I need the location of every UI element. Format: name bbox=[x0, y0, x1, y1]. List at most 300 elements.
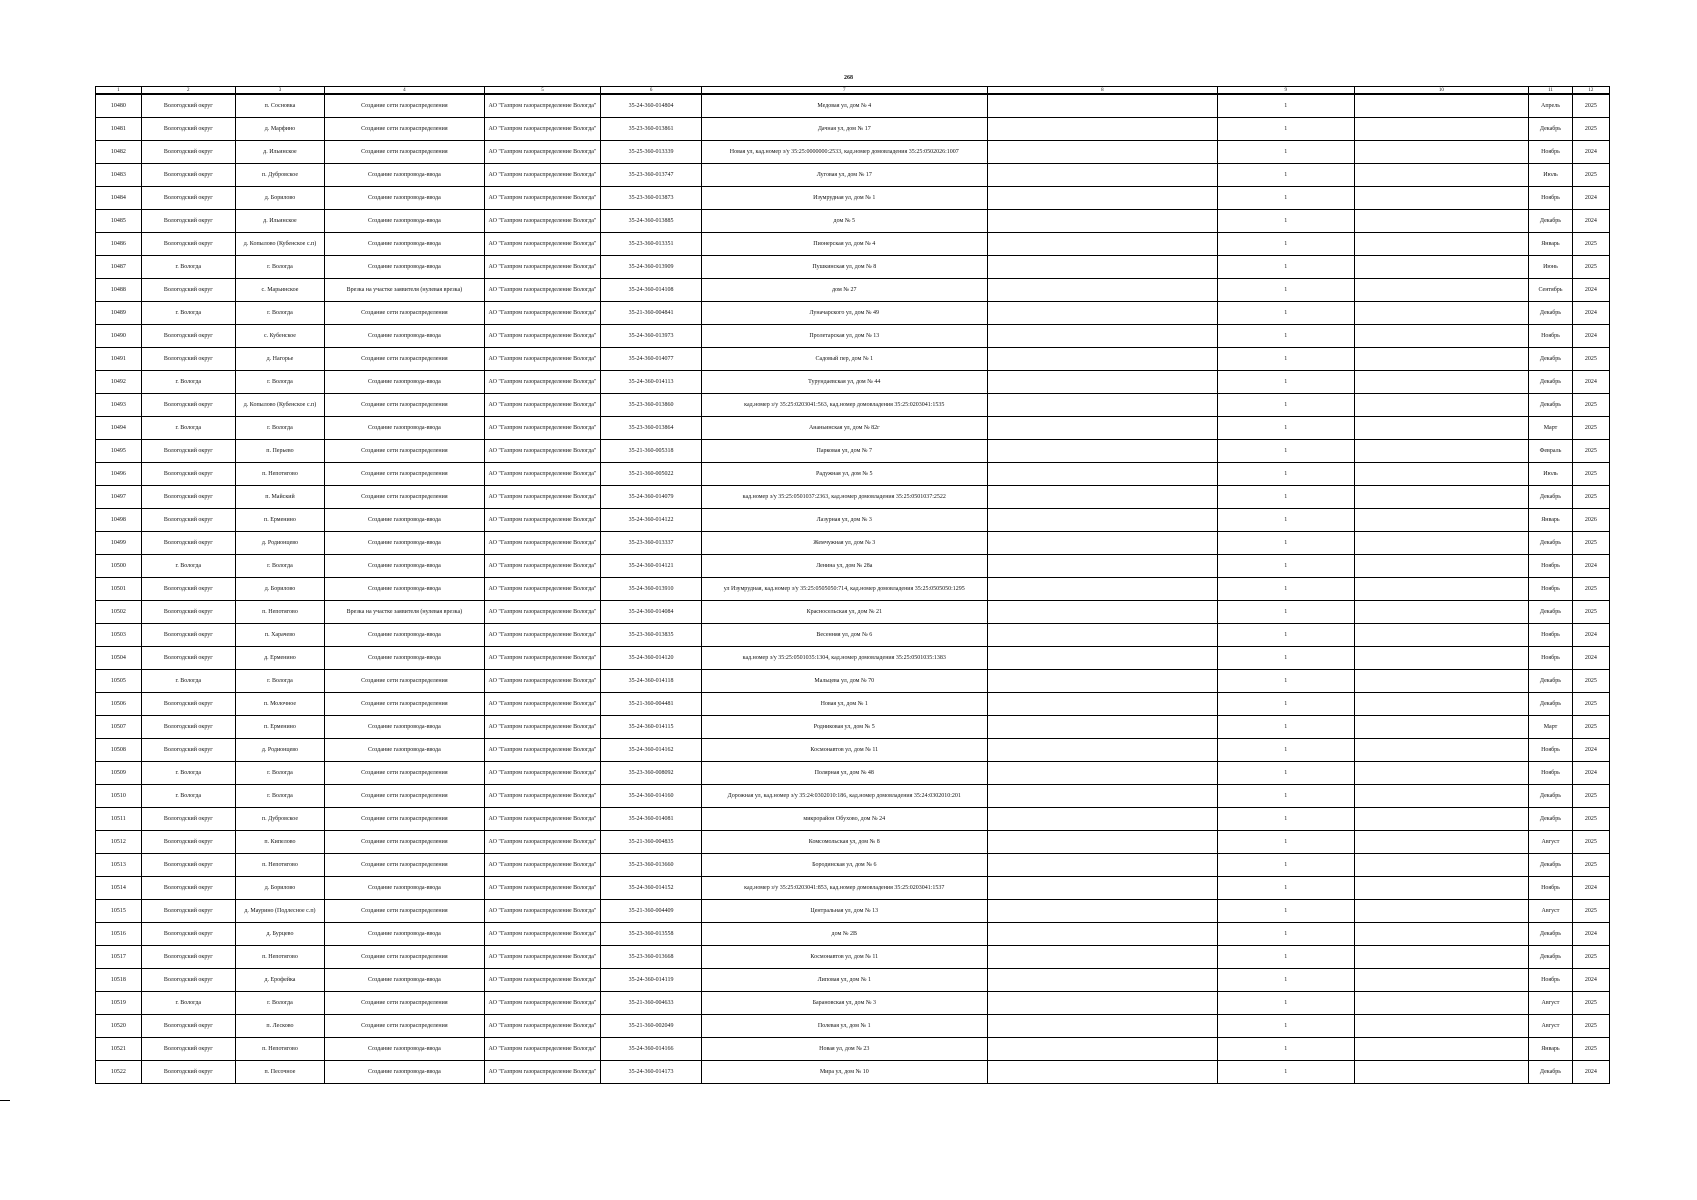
code-cell: 35-21-360-004409 bbox=[601, 900, 701, 923]
month-cell: Ноябрь bbox=[1529, 555, 1573, 578]
column-number-9: 9 bbox=[1218, 87, 1354, 95]
row-number-cell: 10487 bbox=[96, 256, 142, 279]
column-10-cell bbox=[1354, 325, 1529, 348]
column-8-cell bbox=[987, 325, 1217, 348]
count-cell: 1 bbox=[1218, 900, 1354, 923]
address-cell: Красносельская ул, дом № 21 bbox=[701, 601, 987, 624]
work-type-cell: Создание газопровода-ввода bbox=[325, 1038, 484, 1061]
organization-cell: АО "Газпром газораспределение Вологда" bbox=[484, 325, 601, 348]
locality-cell: д. Родионцево bbox=[235, 739, 325, 762]
row-number-cell: 10520 bbox=[96, 1015, 142, 1038]
row-number-cell: 10507 bbox=[96, 716, 142, 739]
address-cell: кад.номер з/у 35:25:0501035:1304, кад.номер домовладения 35:25:0501035:1383 bbox=[701, 647, 987, 670]
row-number-cell: 10489 bbox=[96, 302, 142, 325]
locality-cell: д. Родионцево bbox=[235, 532, 325, 555]
column-10-cell bbox=[1354, 210, 1529, 233]
column-number-6: 6 bbox=[601, 87, 701, 95]
column-10-cell bbox=[1354, 440, 1529, 463]
organization-cell: АО "Газпром газораспределение Вологда" bbox=[484, 578, 601, 601]
table-row bbox=[96, 785, 1610, 808]
locality-cell: г. Вологда bbox=[235, 670, 325, 693]
month-cell: Июнь bbox=[1529, 256, 1573, 279]
row-number-cell: 10504 bbox=[96, 647, 142, 670]
column-8-cell bbox=[987, 463, 1217, 486]
column-number-5: 5 bbox=[484, 87, 601, 95]
column-8-cell bbox=[987, 900, 1217, 923]
month-cell: Декабрь bbox=[1529, 532, 1573, 555]
district-cell: Вологодский округ bbox=[141, 854, 235, 877]
column-8-cell bbox=[987, 210, 1217, 233]
locality-cell: п. Ерменино bbox=[235, 716, 325, 739]
year-cell: 2025 bbox=[1572, 348, 1609, 371]
table-row bbox=[96, 440, 1610, 463]
count-cell: 1 bbox=[1218, 118, 1354, 141]
column-8-cell bbox=[987, 762, 1217, 785]
column-10-cell bbox=[1354, 118, 1529, 141]
locality-cell: д. Ерменино bbox=[235, 647, 325, 670]
table-row bbox=[96, 417, 1610, 440]
table-row bbox=[96, 601, 1610, 624]
month-cell: Ноябрь bbox=[1529, 969, 1573, 992]
month-cell: Декабрь bbox=[1529, 808, 1573, 831]
column-10-cell bbox=[1354, 302, 1529, 325]
organization-cell: АО "Газпром газораспределение Вологда" bbox=[484, 118, 601, 141]
district-cell: г. Вологда bbox=[141, 670, 235, 693]
district-cell: Вологодский округ bbox=[141, 601, 235, 624]
address-cell: кад.номер з/у 35:25:0203041:563, кад.номер домовладения 35:25:0203041:1535 bbox=[701, 394, 987, 417]
district-cell: г. Вологда bbox=[141, 555, 235, 578]
count-cell: 1 bbox=[1218, 302, 1354, 325]
row-number-cell: 10505 bbox=[96, 670, 142, 693]
table-row bbox=[96, 578, 1610, 601]
organization-cell: АО "Газпром газораспределение Вологда" bbox=[484, 808, 601, 831]
address-cell: кад.номер з/у 35:25:0203041:853, кад.номер домовладения 35:25:0203041:1537 bbox=[701, 877, 987, 900]
work-type-cell: Создание газопровода-ввода bbox=[325, 647, 484, 670]
table-row bbox=[96, 1015, 1610, 1038]
column-10-cell bbox=[1354, 831, 1529, 854]
organization-cell: АО "Газпром газораспределение Вологда" bbox=[484, 992, 601, 1015]
year-cell: 2025 bbox=[1572, 532, 1609, 555]
column-10-cell bbox=[1354, 532, 1529, 555]
address-cell: микрорайон Обухово, дом № 24 bbox=[701, 808, 987, 831]
count-cell: 1 bbox=[1218, 394, 1354, 417]
table-row bbox=[96, 532, 1610, 555]
work-type-cell: Создание сети газораспределения bbox=[325, 831, 484, 854]
code-cell: 35-21-360-004481 bbox=[601, 693, 701, 716]
organization-cell: АО "Газпром газораспределение Вологда" bbox=[484, 509, 601, 532]
month-cell: Декабрь bbox=[1529, 854, 1573, 877]
code-cell: 35-23-360-013558 bbox=[601, 923, 701, 946]
code-cell: 35-24-360-014152 bbox=[601, 877, 701, 900]
code-cell: 35-24-360-014120 bbox=[601, 647, 701, 670]
column-10-cell bbox=[1354, 348, 1529, 371]
year-cell: 2025 bbox=[1572, 94, 1609, 118]
column-number-12: 12 bbox=[1572, 87, 1609, 95]
work-type-cell: Создание сети газораспределения bbox=[325, 440, 484, 463]
locality-cell: г. Вологда bbox=[235, 302, 325, 325]
locality-cell: г. Вологда bbox=[235, 992, 325, 1015]
month-cell: Декабрь bbox=[1529, 394, 1573, 417]
code-cell: 35-23-360-013835 bbox=[601, 624, 701, 647]
year-cell: 2025 bbox=[1572, 992, 1609, 1015]
count-cell: 1 bbox=[1218, 256, 1354, 279]
count-cell: 1 bbox=[1218, 601, 1354, 624]
column-number-1: 1 bbox=[96, 87, 142, 95]
address-cell: Жемчужная ул, дом № 3 bbox=[701, 532, 987, 555]
column-10-cell bbox=[1354, 1061, 1529, 1084]
table-row bbox=[96, 348, 1610, 371]
locality-cell: г. Вологда bbox=[235, 256, 325, 279]
code-cell: 35-24-360-014166 bbox=[601, 1038, 701, 1061]
count-cell: 1 bbox=[1218, 486, 1354, 509]
code-cell: 35-21-360-004633 bbox=[601, 992, 701, 1015]
code-cell: 35-24-360-014173 bbox=[601, 1061, 701, 1084]
table-row bbox=[96, 555, 1610, 578]
month-cell: Апрель bbox=[1529, 94, 1573, 118]
work-type-cell: Создание сети газораспределения bbox=[325, 693, 484, 716]
count-cell: 1 bbox=[1218, 946, 1354, 969]
address-cell: Луговая ул, дом № 17 bbox=[701, 164, 987, 187]
work-type-cell: Создание сети газораспределения bbox=[325, 854, 484, 877]
locality-cell: п. Непотягово bbox=[235, 1038, 325, 1061]
row-number-cell: 10486 bbox=[96, 233, 142, 256]
locality-cell: п. Перьево bbox=[235, 440, 325, 463]
month-cell: Ноябрь bbox=[1529, 578, 1573, 601]
column-8-cell bbox=[987, 371, 1217, 394]
year-cell: 2025 bbox=[1572, 854, 1609, 877]
organization-cell: АО "Газпром газораспределение Вологда" bbox=[484, 877, 601, 900]
district-cell: Вологодский округ bbox=[141, 210, 235, 233]
table-row bbox=[96, 371, 1610, 394]
district-cell: Вологодский округ bbox=[141, 739, 235, 762]
organization-cell: АО "Газпром газораспределение Вологда" bbox=[484, 854, 601, 877]
year-cell: 2025 bbox=[1572, 486, 1609, 509]
column-10-cell bbox=[1354, 670, 1529, 693]
count-cell: 1 bbox=[1218, 371, 1354, 394]
district-cell: г. Вологда bbox=[141, 371, 235, 394]
column-8-cell bbox=[987, 394, 1217, 417]
column-number-3: 3 bbox=[235, 87, 325, 95]
column-10-cell bbox=[1354, 762, 1529, 785]
column-8-cell bbox=[987, 716, 1217, 739]
month-cell: Декабрь bbox=[1529, 923, 1573, 946]
table-row bbox=[96, 900, 1610, 923]
code-cell: 35-21-360-004835 bbox=[601, 831, 701, 854]
year-cell: 2025 bbox=[1572, 118, 1609, 141]
work-type-cell: Создание сети газораспределения bbox=[325, 394, 484, 417]
year-cell: 2025 bbox=[1572, 256, 1609, 279]
year-cell: 2024 bbox=[1572, 371, 1609, 394]
table-row bbox=[96, 969, 1610, 992]
organization-cell: АО "Газпром газораспределение Вологда" bbox=[484, 532, 601, 555]
column-10-cell bbox=[1354, 900, 1529, 923]
month-cell: Декабрь bbox=[1529, 371, 1573, 394]
code-cell: 35-23-360-013873 bbox=[601, 187, 701, 210]
code-cell: 35-24-360-014121 bbox=[601, 555, 701, 578]
locality-cell: д. Ильинское bbox=[235, 210, 325, 233]
count-cell: 1 bbox=[1218, 509, 1354, 532]
address-cell: Бородинская ул, дом № 6 bbox=[701, 854, 987, 877]
address-cell: кад.номер з/у 35:25:0501037:2363, кад.номер домовладения 35:25:0501037:2522 bbox=[701, 486, 987, 509]
column-10-cell bbox=[1354, 486, 1529, 509]
column-8-cell bbox=[987, 831, 1217, 854]
work-type-cell: Создание сети газораспределения bbox=[325, 670, 484, 693]
column-8-cell bbox=[987, 969, 1217, 992]
table-row bbox=[96, 210, 1610, 233]
row-number-cell: 10480 bbox=[96, 94, 142, 118]
work-type-cell: Создание газопровода-ввода bbox=[325, 532, 484, 555]
address-cell: Новая ул, дом № 1 bbox=[701, 693, 987, 716]
month-cell: Август bbox=[1529, 831, 1573, 854]
table-row bbox=[96, 647, 1610, 670]
code-cell: 35-24-360-014119 bbox=[601, 969, 701, 992]
column-8-cell bbox=[987, 302, 1217, 325]
column-8-cell bbox=[987, 256, 1217, 279]
locality-cell: п. Непотягово bbox=[235, 946, 325, 969]
table-row bbox=[96, 670, 1610, 693]
column-number-4: 4 bbox=[325, 87, 484, 95]
organization-cell: АО "Газпром газораспределение Вологда" bbox=[484, 647, 601, 670]
district-cell: г. Вологда bbox=[141, 256, 235, 279]
district-cell: Вологодский округ bbox=[141, 486, 235, 509]
month-cell: Январь bbox=[1529, 233, 1573, 256]
address-cell: Дачная ул, дом № 17 bbox=[701, 118, 987, 141]
month-cell: Ноябрь bbox=[1529, 739, 1573, 762]
code-cell: 35-24-360-013973 bbox=[601, 325, 701, 348]
locality-cell: г. Вологда bbox=[235, 555, 325, 578]
address-cell: Изумрудная ул, дом № 1 bbox=[701, 187, 987, 210]
table-row bbox=[96, 808, 1610, 831]
table-row bbox=[96, 486, 1610, 509]
code-cell: 35-24-360-014162 bbox=[601, 739, 701, 762]
month-cell: Февраль bbox=[1529, 440, 1573, 463]
district-cell: Вологодский округ bbox=[141, 187, 235, 210]
locality-cell: д. Борилово bbox=[235, 578, 325, 601]
table-row bbox=[96, 992, 1610, 1015]
work-type-cell: Создание сети газораспределения bbox=[325, 118, 484, 141]
table-row bbox=[96, 233, 1610, 256]
column-8-cell bbox=[987, 1015, 1217, 1038]
work-type-cell: Создание газопровода-ввода bbox=[325, 578, 484, 601]
year-cell: 2024 bbox=[1572, 302, 1609, 325]
column-8-cell bbox=[987, 348, 1217, 371]
column-10-cell bbox=[1354, 601, 1529, 624]
year-cell: 2025 bbox=[1572, 440, 1609, 463]
count-cell: 1 bbox=[1218, 233, 1354, 256]
column-number-7: 7 bbox=[701, 87, 987, 95]
count-cell: 1 bbox=[1218, 532, 1354, 555]
locality-cell: п. Майский bbox=[235, 486, 325, 509]
locality-cell: п. Ерменино bbox=[235, 509, 325, 532]
organization-cell: АО "Газпром газораспределение Вологда" bbox=[484, 946, 601, 969]
organization-cell: АО "Газпром газораспределение Вологда" bbox=[484, 693, 601, 716]
count-cell: 1 bbox=[1218, 141, 1354, 164]
column-10-cell bbox=[1354, 1015, 1529, 1038]
month-cell: Декабрь bbox=[1529, 601, 1573, 624]
year-cell: 2025 bbox=[1572, 578, 1609, 601]
work-type-cell: Создание газопровода-ввода bbox=[325, 509, 484, 532]
column-number-8: 8 bbox=[987, 87, 1217, 95]
address-cell: ул Изумрудная, кад.номер з/у 35:25:0505050:714, кад.номер домовладения 35:25:0505050:1295 bbox=[701, 578, 987, 601]
year-cell: 2025 bbox=[1572, 463, 1609, 486]
district-cell: Вологодский округ bbox=[141, 440, 235, 463]
count-cell: 1 bbox=[1218, 187, 1354, 210]
code-cell: 35-24-360-014804 bbox=[601, 94, 701, 118]
work-type-cell: Создание сети газораспределения bbox=[325, 463, 484, 486]
table-row bbox=[96, 164, 1610, 187]
locality-cell: г. Вологда bbox=[235, 371, 325, 394]
column-10-cell bbox=[1354, 785, 1529, 808]
district-cell: Вологодский округ bbox=[141, 325, 235, 348]
column-8-cell bbox=[987, 164, 1217, 187]
work-type-cell: Создание газопровода-ввода bbox=[325, 325, 484, 348]
locality-cell: п. Лесково bbox=[235, 1015, 325, 1038]
count-cell: 1 bbox=[1218, 808, 1354, 831]
year-cell: 2024 bbox=[1572, 624, 1609, 647]
column-10-cell bbox=[1354, 578, 1529, 601]
row-number-cell: 10517 bbox=[96, 946, 142, 969]
month-cell: Январь bbox=[1529, 509, 1573, 532]
district-cell: Вологодский округ bbox=[141, 808, 235, 831]
year-cell: 2024 bbox=[1572, 923, 1609, 946]
column-8-cell bbox=[987, 1061, 1217, 1084]
locality-cell: д. Ерофейка bbox=[235, 969, 325, 992]
address-cell: Космонавтов ул, дом № 11 bbox=[701, 946, 987, 969]
row-number-cell: 10521 bbox=[96, 1038, 142, 1061]
row-number-cell: 10510 bbox=[96, 785, 142, 808]
column-10-cell bbox=[1354, 693, 1529, 716]
organization-cell: АО "Газпром газораспределение Вологда" bbox=[484, 716, 601, 739]
count-cell: 1 bbox=[1218, 624, 1354, 647]
year-cell: 2025 bbox=[1572, 670, 1609, 693]
count-cell: 1 bbox=[1218, 969, 1354, 992]
table-row bbox=[96, 1038, 1610, 1061]
code-cell: 35-23-360-013864 bbox=[601, 417, 701, 440]
code-cell: 35-24-360-014122 bbox=[601, 509, 701, 532]
month-cell: Январь bbox=[1529, 1038, 1573, 1061]
district-cell: Вологодский округ bbox=[141, 279, 235, 302]
code-cell: 35-24-360-014108 bbox=[601, 279, 701, 302]
organization-cell: АО "Газпром газораспределение Вологда" bbox=[484, 1015, 601, 1038]
row-number-cell: 10499 bbox=[96, 532, 142, 555]
work-type-cell: Создание сети газораспределения bbox=[325, 992, 484, 1015]
column-10-cell bbox=[1354, 808, 1529, 831]
year-cell: 2025 bbox=[1572, 900, 1609, 923]
year-cell: 2024 bbox=[1572, 1061, 1609, 1084]
column-10-cell bbox=[1354, 716, 1529, 739]
column-10-cell bbox=[1354, 555, 1529, 578]
work-type-cell: Врезка на участке заявителя (нулевая врезка) bbox=[325, 279, 484, 302]
address-cell: Полевая ул, дом № 1 bbox=[701, 1015, 987, 1038]
organization-cell: АО "Газпром газораспределение Вологда" bbox=[484, 900, 601, 923]
work-type-cell: Создание газопровода-ввода bbox=[325, 624, 484, 647]
column-8-cell bbox=[987, 670, 1217, 693]
organization-cell: АО "Газпром газораспределение Вологда" bbox=[484, 1061, 601, 1084]
count-cell: 1 bbox=[1218, 325, 1354, 348]
table-row bbox=[96, 854, 1610, 877]
locality-cell: д. Борилово bbox=[235, 877, 325, 900]
organization-cell: АО "Газпром газораспределение Вологда" bbox=[484, 831, 601, 854]
year-cell: 2024 bbox=[1572, 762, 1609, 785]
table-row bbox=[96, 256, 1610, 279]
district-cell: Вологодский округ bbox=[141, 532, 235, 555]
district-cell: Вологодский округ bbox=[141, 578, 235, 601]
district-cell: Вологодский округ bbox=[141, 693, 235, 716]
district-cell: Вологодский округ bbox=[141, 647, 235, 670]
count-cell: 1 bbox=[1218, 762, 1354, 785]
count-cell: 1 bbox=[1218, 693, 1354, 716]
table-row bbox=[96, 94, 1610, 118]
work-type-cell: Создание сети газораспределения bbox=[325, 785, 484, 808]
address-cell: Медовая ул, дом № 4 bbox=[701, 94, 987, 118]
column-8-cell bbox=[987, 555, 1217, 578]
table-body bbox=[96, 94, 1610, 1084]
month-cell: Декабрь bbox=[1529, 486, 1573, 509]
count-cell: 1 bbox=[1218, 877, 1354, 900]
address-cell: Космонавтов ул, дом № 11 bbox=[701, 739, 987, 762]
code-cell: 35-24-360-014084 bbox=[601, 601, 701, 624]
month-cell: Июль bbox=[1529, 463, 1573, 486]
district-cell: Вологодский округ bbox=[141, 831, 235, 854]
column-10-cell bbox=[1354, 463, 1529, 486]
code-cell: 35-23-360-013337 bbox=[601, 532, 701, 555]
year-cell: 2024 bbox=[1572, 647, 1609, 670]
work-type-cell: Создание сети газораспределения bbox=[325, 486, 484, 509]
locality-cell: д. Нагорье bbox=[235, 348, 325, 371]
address-cell: Липовая ул, дом № 1 bbox=[701, 969, 987, 992]
locality-cell: п. Непотягово bbox=[235, 854, 325, 877]
column-10-cell bbox=[1354, 164, 1529, 187]
row-number-cell: 10506 bbox=[96, 693, 142, 716]
address-cell: Парковая ул, дом № 7 bbox=[701, 440, 987, 463]
work-type-cell: Создание сети газораспределения bbox=[325, 348, 484, 371]
column-10-cell bbox=[1354, 923, 1529, 946]
table-row bbox=[96, 325, 1610, 348]
month-cell: Декабрь bbox=[1529, 946, 1573, 969]
district-cell: Вологодский округ bbox=[141, 509, 235, 532]
organization-cell: АО "Газпром газораспределение Вологда" bbox=[484, 233, 601, 256]
row-number-cell: 10508 bbox=[96, 739, 142, 762]
work-type-cell: Создание газопровода-ввода bbox=[325, 210, 484, 233]
organization-cell: АО "Газпром газораспределение Вологда" bbox=[484, 371, 601, 394]
table-row bbox=[96, 509, 1610, 532]
code-cell: 35-24-360-013885 bbox=[601, 210, 701, 233]
district-cell: Вологодский округ bbox=[141, 394, 235, 417]
year-cell: 2025 bbox=[1572, 164, 1609, 187]
district-cell: Вологодский округ bbox=[141, 118, 235, 141]
locality-cell: п. Харачево bbox=[235, 624, 325, 647]
locality-cell: д. Маурино (Подлесное с.п) bbox=[235, 900, 325, 923]
address-cell: Центральная ул, дом № 13 bbox=[701, 900, 987, 923]
locality-cell: д. Борилово bbox=[235, 187, 325, 210]
year-cell: 2024 bbox=[1572, 141, 1609, 164]
address-cell: Мальцева ул, дом № 70 bbox=[701, 670, 987, 693]
column-8-cell bbox=[987, 808, 1217, 831]
row-number-cell: 10514 bbox=[96, 877, 142, 900]
work-type-cell: Создание сети газораспределения bbox=[325, 1015, 484, 1038]
district-cell: Вологодский округ bbox=[141, 1015, 235, 1038]
address-cell: дом № 2В bbox=[701, 923, 987, 946]
work-type-cell: Создание газопровода-ввода bbox=[325, 187, 484, 210]
district-cell: г. Вологда bbox=[141, 762, 235, 785]
column-10-cell bbox=[1354, 417, 1529, 440]
month-cell: Ноябрь bbox=[1529, 647, 1573, 670]
page-number: 268 bbox=[844, 75, 853, 81]
address-cell: Новая ул, дом № 23 bbox=[701, 1038, 987, 1061]
count-cell: 1 bbox=[1218, 94, 1354, 118]
address-cell: Дорожная ул, кад.номер з/у 35:24:0302010:186, кад.номер домовладения 35:24:0302010:201 bbox=[701, 785, 987, 808]
column-10-cell bbox=[1354, 233, 1529, 256]
